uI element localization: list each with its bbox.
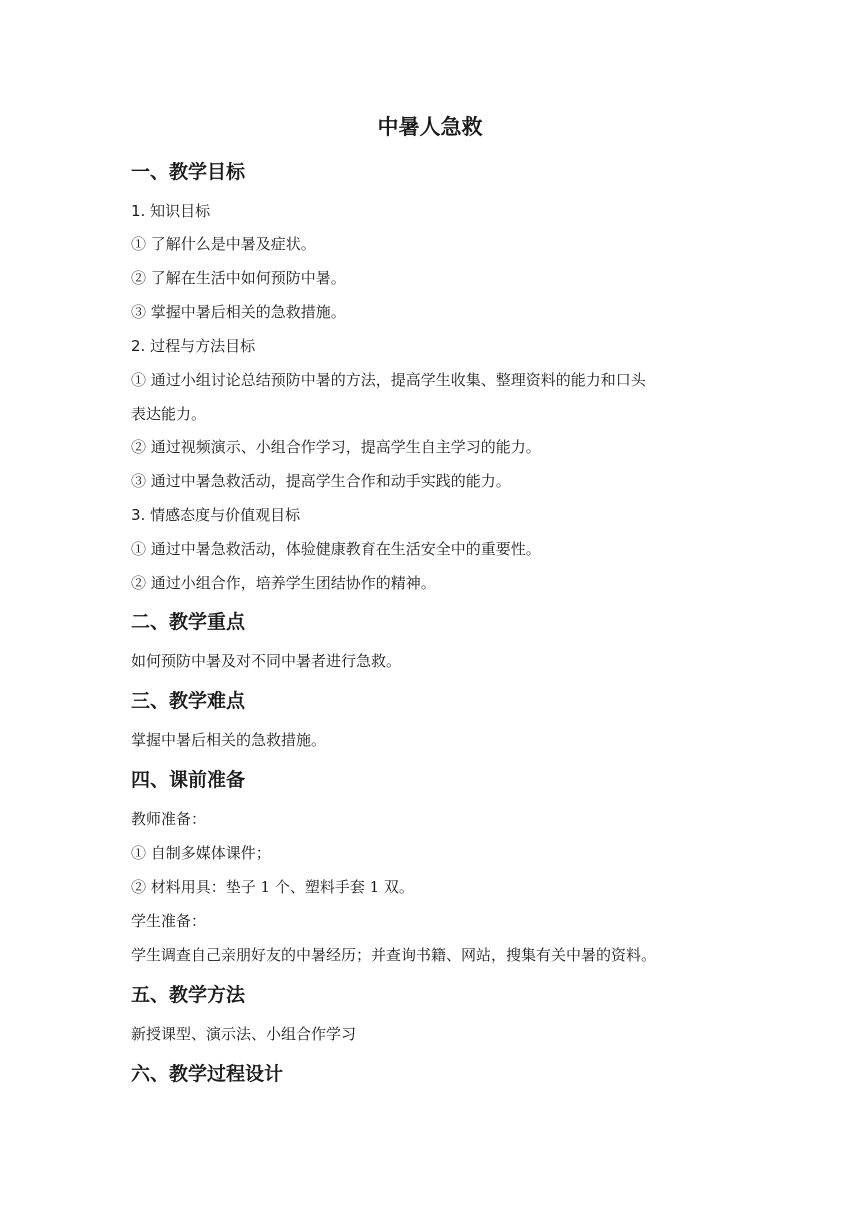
document-title: 中暑人急救 (377, 115, 483, 139)
teacher-prep-item-2: ② 材料用具：垫子 1 个、塑料手套 1 双。 (131, 878, 414, 896)
knowledge-item-2: ② 了解在生活中如何预防中暑。 (131, 269, 346, 287)
subheading-process: 2. 过程与方法目标 (131, 337, 256, 355)
knowledge-item-3: ③ 掌握中暑后相关的急救措施。 (131, 303, 346, 321)
section-heading-difficulties: 三、教学难点 (131, 690, 246, 712)
teacher-prep-label: 教师准备： (131, 810, 207, 828)
methods-text: 新授课型、演示法、小组合作学习 (131, 1025, 357, 1043)
section-heading-key-points: 二、教学重点 (131, 611, 246, 633)
attitude-item-1: ① 通过中暑急救活动，体验健康教育在生活安全中的重要性。 (131, 540, 541, 558)
section-heading-objectives: 一、教学目标 (131, 161, 246, 183)
teacher-prep-item-1: ① 自制多媒体课件； (131, 844, 271, 862)
subheading-knowledge: 1. 知识目标 (131, 202, 211, 220)
knowledge-item-1: ① 了解什么是中暑及症状。 (131, 235, 316, 253)
difficulties-text: 掌握中暑后相关的急救措施。 (131, 731, 327, 749)
student-prep-text: 学生调查自己亲朋好友的中暑经历；并查询书籍、网站，搜集有关中暑的资料。 (131, 946, 657, 964)
process-item-1-line-1: ① 通过小组讨论总结预防中暑的方法，提高学生收集、整理资料的能力和口头 (131, 371, 646, 389)
key-points-text: 如何预防中暑及对不同中暑者进行急救。 (131, 652, 402, 670)
process-item-3: ③ 通过中暑急救活动，提高学生合作和动手实践的能力。 (131, 472, 511, 490)
section-heading-methods: 五、教学方法 (131, 984, 246, 1006)
process-item-1-line-2: 表达能力。 (131, 405, 207, 423)
section-heading-preparation: 四、课前准备 (131, 769, 246, 791)
student-prep-label: 学生准备： (131, 912, 207, 930)
section-heading-process-design: 六、教学过程设计 (131, 1063, 284, 1085)
process-item-2: ② 通过视频演示、小组合作学习，提高学生自主学习的能力。 (131, 438, 541, 456)
attitude-item-2: ② 通过小组合作，培养学生团结协作的精神。 (131, 574, 436, 592)
subheading-attitude: 3. 情感态度与价值观目标 (131, 506, 301, 524)
